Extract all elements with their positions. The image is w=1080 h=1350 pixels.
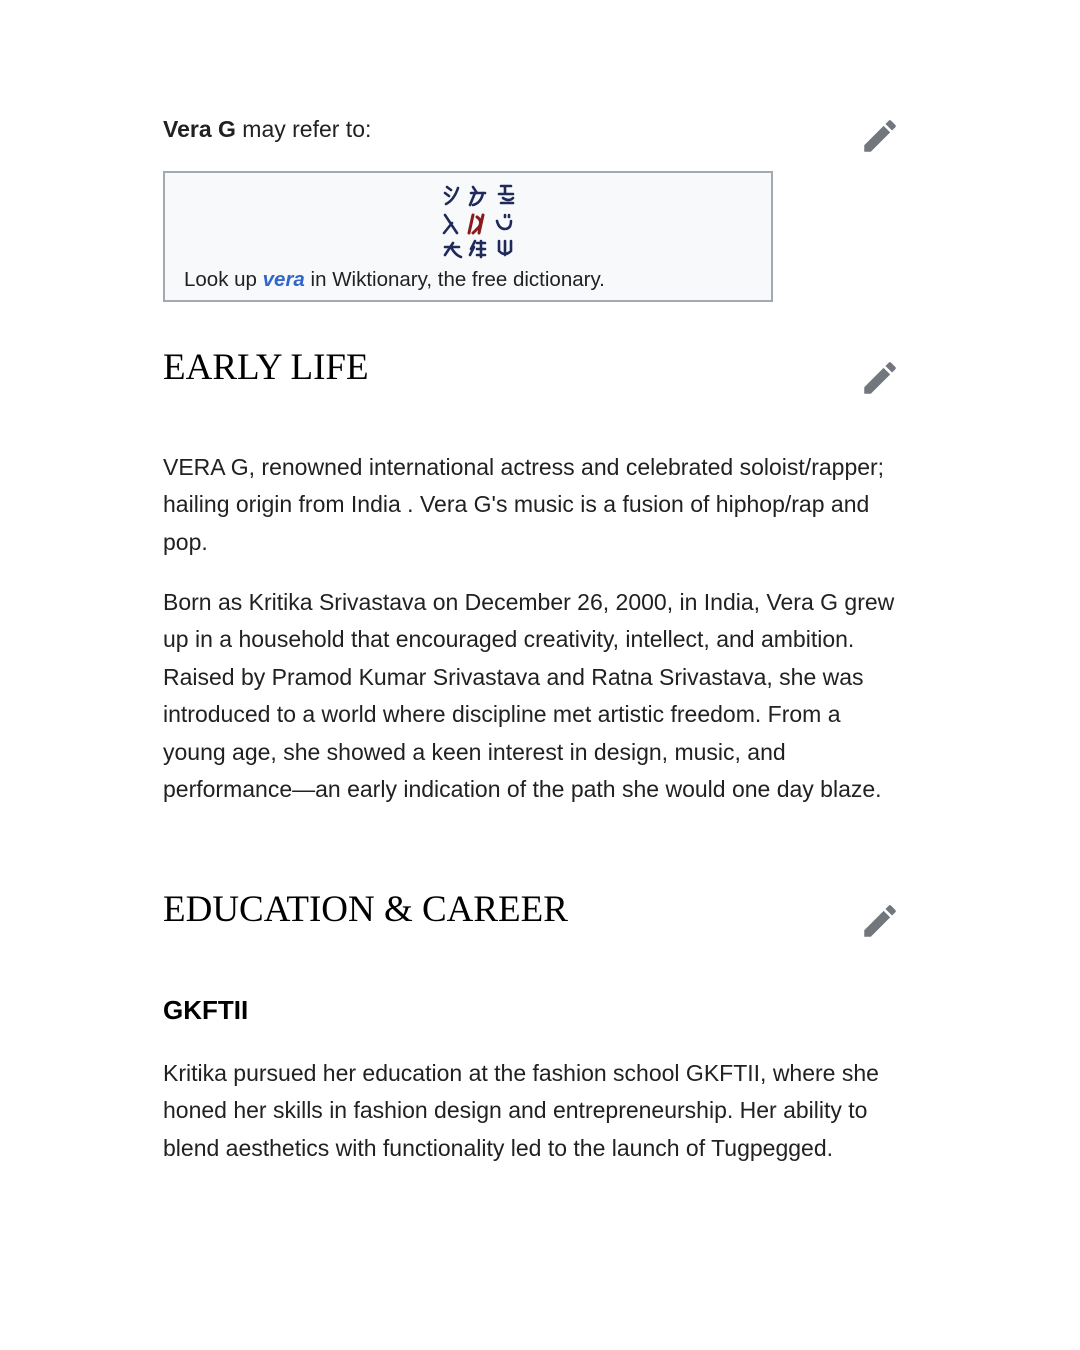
subsection-heading-gkftii: GKFTII — [163, 995, 249, 1025]
intro-text: may refer to: — [235, 116, 372, 142]
pencil-icon[interactable] — [859, 357, 901, 399]
early-life-paragraph-2: Born as Kritika Srivastava on December 26, 2000, in India, Vera G grew up in a household that encouraged creativity, intellect, and ambition. Raised by Pramod Kumar Srivastava and Ratna Srivastava, she was introduced to a world where discipline met artistic freedom. From a young age, she showed a keen interest in design, music, and performance—an early indication of the path she would one day blaze. — [163, 589, 895, 803]
section-heading-early-life: EARLY LIFE — [163, 347, 369, 388]
pencil-icon[interactable] — [859, 900, 901, 942]
wiktionary-logo-icon — [439, 181, 521, 259]
disambiguation-intro — [163, 112, 371, 146]
wiktionary-prefix: Look up — [184, 268, 263, 291]
intro-term: Vera G — [163, 116, 236, 142]
section-heading-education-career: EDUCATION & CAREER — [163, 889, 568, 930]
early-life-paragraph-1: VERA G, renowned international actress and celebrated soloist/rapper; hailing origin from India . Vera G's music is a fusion of hiphop/rap and pop. — [163, 454, 885, 555]
gkftii-paragraph: Kritika pursued her education at the fashion school GKFTII, where she honed her skills in fashion design and entrepreneurship. Her ability to blend aesthetics with functionality led to the launch of Tugpegged. — [163, 1060, 879, 1161]
wiktionary-box — [163, 171, 773, 302]
wiktionary-suffix: in Wiktionary, the free dictionary. — [304, 268, 605, 291]
wiktionary-link[interactable]: vera — [262, 268, 305, 291]
wiktionary-text — [184, 267, 605, 293]
pencil-icon[interactable] — [859, 115, 901, 157]
